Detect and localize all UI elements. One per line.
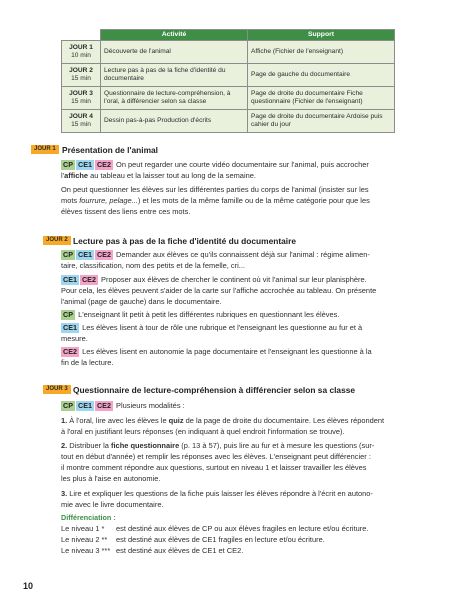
- emphasis: fourrure, pelage...: [79, 196, 138, 206]
- day-tag: JOUR 3: [43, 385, 71, 394]
- activity-cell: Découverte de l'animal: [101, 41, 248, 64]
- paragraph: [61, 184, 401, 217]
- section-title: Présentation de l'animal: [62, 145, 159, 155]
- emphasis: quiz: [168, 416, 184, 425]
- text-line: À l'oral, lire avec les élèves le: [67, 416, 169, 425]
- emphasis: fiche questionnaire: [111, 441, 180, 450]
- section-day-1: [0, 144, 450, 156]
- support-cell: Affiche (Fichier de l'enseignant): [248, 41, 395, 64]
- text-line: mots: [61, 196, 80, 206]
- level-name: Le niveau 1 *: [61, 524, 105, 534]
- day-cell: [62, 110, 101, 133]
- text-line: Les élèves lisent à tour de rôle une rubrique et l'enseignant les questionne au fur et à: [82, 323, 363, 332]
- paragraph: [61, 400, 401, 411]
- list-number: 1.: [61, 416, 68, 425]
- list-item: [61, 415, 401, 437]
- header-support: Support: [248, 30, 395, 41]
- level-badge-ce1: CE1: [63, 323, 77, 332]
- level-badge-cp: CP: [63, 310, 73, 319]
- differentiation-title: Différenciation :: [61, 513, 116, 522]
- text-line: Demander aux élèves ce qu'ils connaissent déjà sur l'animal : régime alimen-: [116, 250, 370, 259]
- text-line: fin de la lecture.: [61, 358, 114, 368]
- level-badge-ce2: CE2: [96, 160, 111, 169]
- section-day-3: [0, 384, 450, 396]
- paragraph: [61, 159, 401, 181]
- differentiation-row: [61, 523, 401, 534]
- text-line: (p. 13 à 57), puis lire au fur et à mesure les questions (sur-: [179, 441, 375, 450]
- text-line: l': [61, 171, 65, 181]
- section-title: Lecture pas à pas de la fiche d'identité du documentaire: [73, 236, 297, 246]
- text-line: mie avec le livre documentaire.: [61, 500, 164, 510]
- paragraph: [61, 309, 401, 320]
- text-line: Plusieurs modalités :: [116, 401, 185, 410]
- day-cell: [62, 64, 101, 87]
- text-line: de la page de droite du documentaire. Les élèves répondent: [183, 416, 385, 425]
- text-line: ) et les mots de la même famille ou de la même catégorie pour que les: [137, 196, 370, 206]
- level-badge-ce2: CE2: [96, 401, 111, 410]
- level-badge-ce1: CE1: [78, 401, 92, 410]
- differentiation-block: [61, 512, 401, 556]
- day-duration: 15 min: [71, 98, 91, 105]
- text-line: à l'oral en justifiant leurs réponses (en indiquant à quel endroit l'information se trouve).: [61, 427, 345, 437]
- text-line: il montre comment répondre aux questions, surtout en niveau 1 et laisser travailler les élèves: [61, 463, 367, 473]
- text-line: élèves tissent des liens entre ces mots.: [61, 207, 191, 217]
- paragraph: [61, 322, 401, 344]
- text-line: Proposer aux élèves de chercher le continent où vit l'animal sur leur planisphère.: [101, 275, 367, 284]
- text-line: Pour cela, les élèves peuvent s'aider de la carte sur l'affiche accrochée au tableau. On présente: [61, 286, 377, 296]
- paragraph: [61, 249, 401, 271]
- text-line: On peut regarder une courte vidéo documentaire sur l'animal, puis accrocher: [116, 160, 369, 169]
- list-item: [61, 488, 401, 510]
- text-line: tout en début d'année) et remplir les réponses avec les élèves. L'enseignant peut différencier :: [61, 452, 371, 462]
- paragraph: [61, 274, 401, 307]
- support-cell: Page de droite du documentaire Fiche questionnaire (Fichier de l'enseignant): [248, 87, 395, 110]
- list-number: 2.: [61, 441, 68, 450]
- level-badge-cp: CP: [63, 401, 73, 410]
- day-duration: 15 min: [71, 121, 91, 128]
- level-description: est destiné aux élèves de CE1 et CE2.: [116, 546, 244, 556]
- text-line: mesure.: [61, 334, 88, 344]
- activity-cell: Dessin pas-à-pas Production d'écrits: [101, 110, 248, 133]
- table-row: [62, 87, 395, 110]
- text-line: au tableau et la laisser tout au long de la semaine.: [88, 171, 256, 181]
- day-tag: JOUR 2: [43, 236, 71, 245]
- level-badge-ce1: CE1: [63, 275, 77, 284]
- support-cell: Page de gauche du documentaire: [248, 64, 395, 87]
- level-description: est destiné aux élèves de CE1 fragiles en lecture et/ou écriture.: [116, 535, 325, 545]
- differentiation-row: [61, 534, 401, 545]
- level-badge-cp: CP: [63, 160, 73, 169]
- level-name: Le niveau 2 **: [61, 535, 108, 545]
- page-number: 10: [23, 581, 34, 591]
- text-line: Distribuer la: [67, 441, 112, 450]
- text-line: Les élèves lisent en autonomie la page documentaire et l'enseignant les questionne à la: [82, 347, 372, 356]
- day-cell: [62, 87, 101, 110]
- day-duration: 15 min: [71, 75, 91, 82]
- activity-cell: Lecture pas à pas de la fiche d'identité du documentaire: [101, 64, 248, 87]
- section-heading: [0, 384, 450, 396]
- level-description: est destiné aux élèves de CP ou aux élèves fragiles en lecture et/ou écriture.: [116, 524, 369, 534]
- header-activity: Activité: [101, 30, 248, 41]
- table-row: [62, 64, 395, 87]
- level-badge-ce1: CE1: [78, 160, 92, 169]
- day-tag: JOUR 1: [31, 145, 59, 154]
- differentiation-row: [61, 545, 401, 556]
- day-label: JOUR 1: [69, 44, 93, 52]
- paragraph: [61, 346, 401, 368]
- list-item: [61, 440, 401, 484]
- table-corner: [62, 30, 101, 41]
- text-line: L'enseignant lit petit à petit les différentes rubriques en questionnant les élèves.: [78, 310, 340, 319]
- level-badge-ce2: CE2: [81, 275, 96, 284]
- day-duration: 10 min: [71, 52, 91, 59]
- table-row: [62, 41, 395, 64]
- emphasis: affiche: [64, 171, 89, 181]
- table-row: [62, 110, 395, 133]
- day-label: JOUR 3: [69, 90, 93, 98]
- level-badge-ce1: CE1: [78, 250, 92, 259]
- level-name: Le niveau 3 ***: [61, 546, 111, 556]
- section-heading: [0, 144, 450, 156]
- day-label: JOUR 2: [69, 67, 93, 75]
- schedule-table: [61, 29, 395, 133]
- activity-cell: Questionnaire de lecture-compréhension, à l'oral, à différencier selon sa classe: [101, 87, 248, 110]
- section-heading: [0, 235, 450, 247]
- text-line: On peut questionner les élèves sur les différentes parties du corps de l'animal (insister sur les: [61, 185, 369, 194]
- level-badge-ce2: CE2: [96, 250, 111, 259]
- text-line: l'animal (page de gauche) dans le documentaire.: [61, 297, 222, 307]
- text-line: les plus à l'aise en autonomie.: [61, 474, 161, 484]
- section-day-2: [0, 235, 450, 247]
- section-title: Questionnaire de lecture-compréhension à différencier selon sa classe: [73, 385, 356, 395]
- support-cell: Page de droite du documentaire Ardoise puis cahier du jour: [248, 110, 395, 133]
- level-badge-cp: CP: [63, 250, 73, 259]
- day-label: JOUR 4: [69, 113, 93, 121]
- level-badge-ce2: CE2: [63, 347, 77, 356]
- list-number: 3.: [61, 489, 68, 498]
- day-cell: [62, 41, 101, 64]
- text-line: Lire et expliquer les questions de la fiche puis laisser les élèves répondre à l'écrit en autono-: [67, 489, 373, 498]
- text-line: taire, classification, nom des petits et de la femelle, cri...: [61, 261, 245, 271]
